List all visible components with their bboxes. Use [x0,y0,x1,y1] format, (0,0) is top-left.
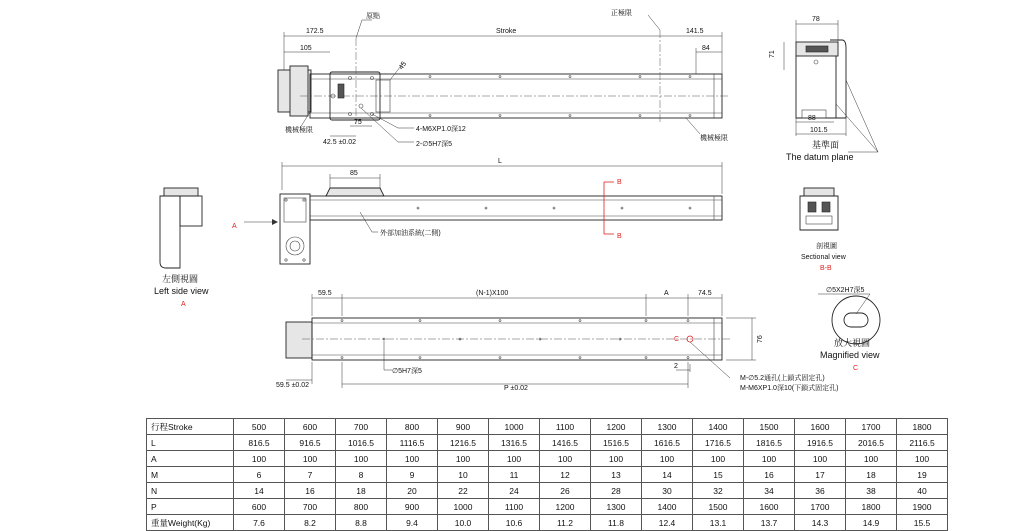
table-row [147,435,948,451]
bottom-view [276,290,838,392]
table-cell: 9 [387,467,438,483]
table-cell: 15.5 [897,515,948,531]
table-cell: 800 [387,419,438,435]
section-view-cn: 剖視圖 [816,243,837,250]
dim-59-5-tol: 59.5 ±0.02 [276,382,310,389]
table-cell: 900 [438,419,489,435]
side-rail [310,196,722,220]
mark-C: C [674,336,680,343]
dim-74-5: 74.5 [698,290,712,297]
label-mech-limit-left: 機械極限 [285,127,313,134]
table-cell: 1500 [744,419,795,435]
left-side-view [154,188,209,308]
top-view [278,8,730,148]
table-cell: 2116.5 [897,435,948,451]
table-cell: 17 [795,467,846,483]
dim-L: L [498,158,502,165]
table-cell: 38 [846,483,897,499]
dim-P: P ±0.02 [504,385,528,392]
table-cell: 7.6 [234,515,285,531]
table-cell: 1800 [846,499,897,515]
magnified-pin: ∅5X2H7深5 [826,287,865,294]
table-cell: 11.2 [540,515,591,531]
table-cell: 100 [795,451,846,467]
table-row [147,499,948,515]
table-cell: 1516.5 [591,435,642,451]
table-cell: 13.7 [744,515,795,531]
table-cell: 40 [897,483,948,499]
table-cell: 20 [387,483,438,499]
table-cell: 8.2 [285,515,336,531]
table-cell: 100 [846,451,897,467]
label-origin: 原點 [366,13,380,20]
table-row-header: P [147,499,234,515]
table-cell: 700 [285,499,336,515]
left-view-en: Left side view [154,286,209,296]
table-cell: 1200 [591,419,642,435]
left-view-ref: A [181,301,186,308]
table-cell: 12.4 [642,515,693,531]
end-view [769,16,878,162]
label-datum-en: The datum plane [786,152,854,162]
table-cell: 14 [234,483,285,499]
table-cell: 13 [591,467,642,483]
dim-42-5: 42.5 ±0.02 [323,139,357,146]
table-cell: 1600 [744,499,795,515]
table-cell: 100 [540,451,591,467]
table-cell: 16 [285,483,336,499]
label-mech-limit-right: 機械極限 [700,135,728,142]
table-cell: 1300 [591,499,642,515]
table-cell: 1316.5 [489,435,540,451]
table-cell: 1700 [846,419,897,435]
table-row-header: L [147,435,234,451]
table-cell: 1800 [897,419,948,435]
table-cell: 13.1 [693,515,744,531]
table-cell: 100 [897,451,948,467]
table-cell: 18 [336,483,387,499]
table-cell: 1116.5 [387,435,438,451]
table-cell: 100 [693,451,744,467]
table-cell: 32 [693,483,744,499]
table-cell: 100 [387,451,438,467]
dim-101-5: 101.5 [810,127,828,134]
table-cell: 18 [846,467,897,483]
table-cell: 1700 [795,499,846,515]
dim-n1: (N-1)X100 [476,290,509,297]
table-cell: 900 [387,499,438,515]
table-row-header: M [147,467,234,483]
table-cell: 1200 [540,499,591,515]
table-cell: 24 [489,483,540,499]
table-cell: 100 [438,451,489,467]
table-cell: 11 [489,467,540,483]
table-cell: 1016.5 [336,435,387,451]
dim-45: 45 [397,60,409,72]
table-cell: 30 [642,483,693,499]
table-cell: 10.0 [438,515,489,531]
table-cell: 9.4 [387,515,438,531]
label-pin-bottom: ∅5H7深5 [392,368,422,375]
dim-88: 88 [808,115,816,122]
section-view-ref: B-B [820,265,832,272]
label-m52: M-∅5.2通孔(上鎖式固定孔) [740,375,825,382]
table-cell: 100 [642,451,693,467]
table-cell: 16 [744,467,795,483]
table-cell: 1600 [795,419,846,435]
table-cell: 6 [234,467,285,483]
table-cell: 100 [744,451,795,467]
dim-105: 105 [300,45,312,52]
table-cell: 1300 [642,419,693,435]
table-cell: 14 [642,467,693,483]
table-cell: 1500 [693,499,744,515]
table-cell: 2016.5 [846,435,897,451]
table-cell: 100 [285,451,336,467]
table-cell: 10 [438,467,489,483]
table-cell: 8.8 [336,515,387,531]
table-row-header: 重量Weight(Kg) [147,515,234,531]
table-cell: 100 [336,451,387,467]
table-cell: 22 [438,483,489,499]
table-cell: 600 [285,419,336,435]
dim-141-5: 141.5 [686,28,704,35]
magnified-view [818,286,880,372]
magnified-ref: C [853,365,859,372]
table-row [147,515,948,531]
table-cell: 12 [540,467,591,483]
table-cell: 800 [336,499,387,515]
label-m6-top: 4-M6XP1.0深12 [416,126,466,133]
table-cell: 1616.5 [642,435,693,451]
label-lube: 外部加油系統(二側) [380,230,441,237]
table-cell: 1000 [438,499,489,515]
table-cell: 1816.5 [744,435,795,451]
table-cell: 1400 [642,499,693,515]
table-cell: 26 [540,483,591,499]
table-cell: 600 [234,499,285,515]
table-cell: 1000 [489,419,540,435]
table-row [147,467,948,483]
dim-76: 76 [757,335,764,343]
table-cell: 500 [234,419,285,435]
table-cell: 28 [591,483,642,499]
table-cell: 100 [234,451,285,467]
table-cell: 15 [693,467,744,483]
table-cell: 11.8 [591,515,642,531]
table-cell: 816.5 [234,435,285,451]
table-cell: 36 [795,483,846,499]
dim-2: 2 [674,363,678,370]
dim-59-5: 59.5 [318,290,332,297]
table-row [147,483,948,499]
table-cell: 10.6 [489,515,540,531]
table-cell: 19 [897,467,948,483]
section-view-en: Sectional view [801,254,846,261]
dim-A: A [664,290,669,297]
magnified-cn: 放大視圖 [834,338,871,348]
table-cell: 700 [336,419,387,435]
label-pos-limit: 正極限 [611,10,632,17]
table-cell: 34 [744,483,795,499]
table-cell: 14.3 [795,515,846,531]
table-cell: 1900 [897,499,948,515]
table-row [147,451,948,467]
table-cell: 14.9 [846,515,897,531]
label-pin-top: 2-∅5H7深5 [416,141,453,148]
dim-78: 78 [812,16,820,23]
table-cell: 916.5 [285,435,336,451]
label-m6-bottom: M-M6XP1.0深10(下鎖式固定孔) [740,385,839,392]
table-cell: 1716.5 [693,435,744,451]
table-cell: 1100 [540,419,591,435]
table-cell: 7 [285,467,336,483]
table-row [147,419,948,435]
table-cell: 100 [591,451,642,467]
label-B-bottom: B [617,233,622,240]
dim-84: 84 [702,45,710,52]
table-cell: 1400 [693,419,744,435]
table-row-header: N [147,483,234,499]
side-carriage [326,188,384,196]
label-B-top: B [617,179,622,186]
table-row-header: 行程Stroke [147,419,234,435]
table-cell: 1216.5 [438,435,489,451]
table-cell: 100 [489,451,540,467]
spec-table [146,418,948,531]
table-row-header: A [147,451,234,467]
table-cell: 8 [336,467,387,483]
dim-stroke: Stroke [496,28,517,35]
dim-85: 85 [350,170,358,177]
label-datum-cn: 基準面 [812,140,840,150]
left-view-cn: 左側視圖 [162,274,199,284]
dim-172-5: 172.5 [306,28,324,35]
label-A-arrow: A [232,223,237,230]
dim-71: 71 [769,50,776,58]
side-view [232,158,722,264]
table-cell: 1416.5 [540,435,591,451]
dim-75: 75 [354,119,362,126]
section-view [800,188,847,272]
table-cell: 1100 [489,499,540,515]
magnified-en: Magnified view [820,350,880,360]
table-cell: 1916.5 [795,435,846,451]
